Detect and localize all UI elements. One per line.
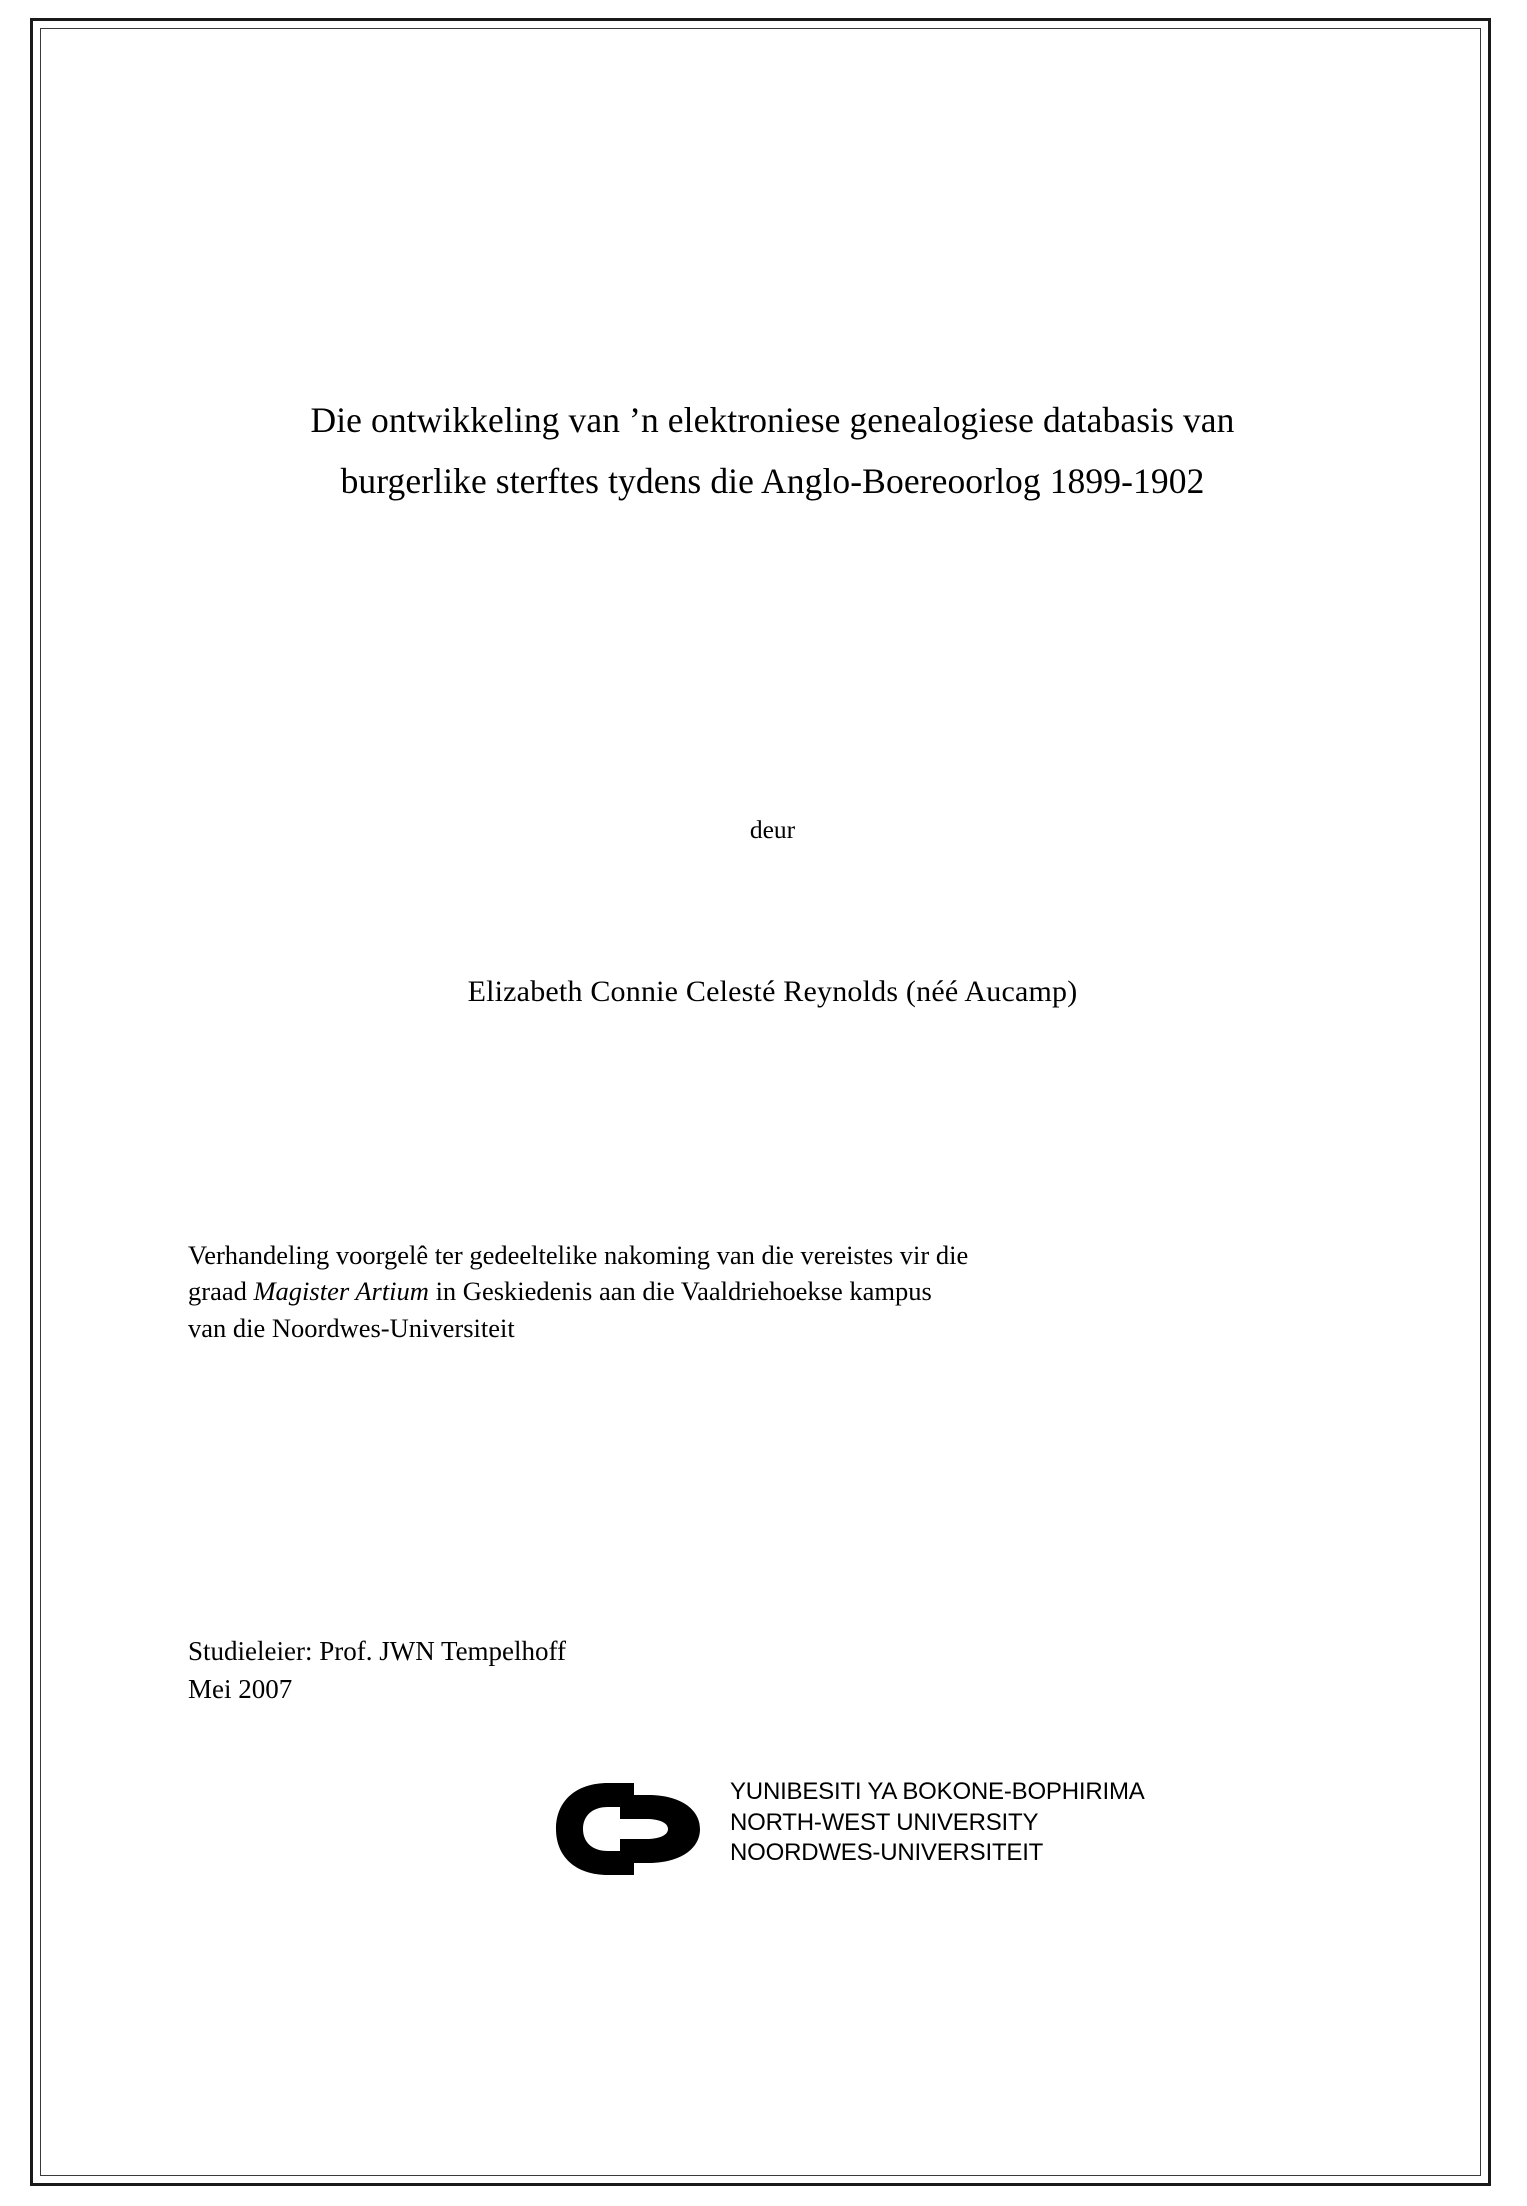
supervisor-name: Studieleier: Prof. JWN Tempelhoff [188, 1636, 567, 1666]
author-name: Elizabeth Connie Celesté Reynolds (néé Aucamp) [467, 975, 1078, 1008]
submission-date: Mei 2007 [188, 1674, 293, 1705]
university-logo-text [730, 1777, 1145, 1869]
logo-text-line-1: YUNIBESITI YA BOKONE-BOPHIRIMA [730, 1778, 1145, 1805]
degree-statement-line-2 [188, 1273, 1348, 1309]
degree-statement-line-2-post: in Geskiedenis aan die Vaaldriehoekse kampus [428, 1276, 932, 1307]
degree-statement-line-1: Verhandeling voorgelê ter gedeeltelike nakoming van die vereistes vir die [188, 1240, 969, 1270]
degree-statement-line-2-pre: graad [188, 1276, 254, 1307]
north-west-university-logo-mark-icon [550, 1779, 725, 1879]
title-page-content [110, 60, 1410, 2140]
logo-text-line-3: NOORDWES-UNIVERSITEIT [730, 1839, 1044, 1867]
supervisor-block [188, 1632, 1088, 1709]
logo-text-line-2: NORTH-WEST UNIVERSITY [730, 1808, 1039, 1836]
title-line-1: Die ontwikkeling van ’n elektroniese genealogiese databasis van [310, 400, 1235, 440]
degree-statement-line-3: van die Noordwes-Universiteit [188, 1312, 515, 1343]
title-line-2: burgerlike sterftes tydens die Anglo-Boereoorlog 1899-1902 [340, 461, 1205, 502]
page-title [185, 390, 1360, 512]
university-logo [550, 1775, 1190, 1885]
byline-label: deur [749, 815, 796, 844]
degree-name-italic: Magister Artium [253, 1276, 429, 1307]
degree-statement [188, 1237, 1348, 1346]
